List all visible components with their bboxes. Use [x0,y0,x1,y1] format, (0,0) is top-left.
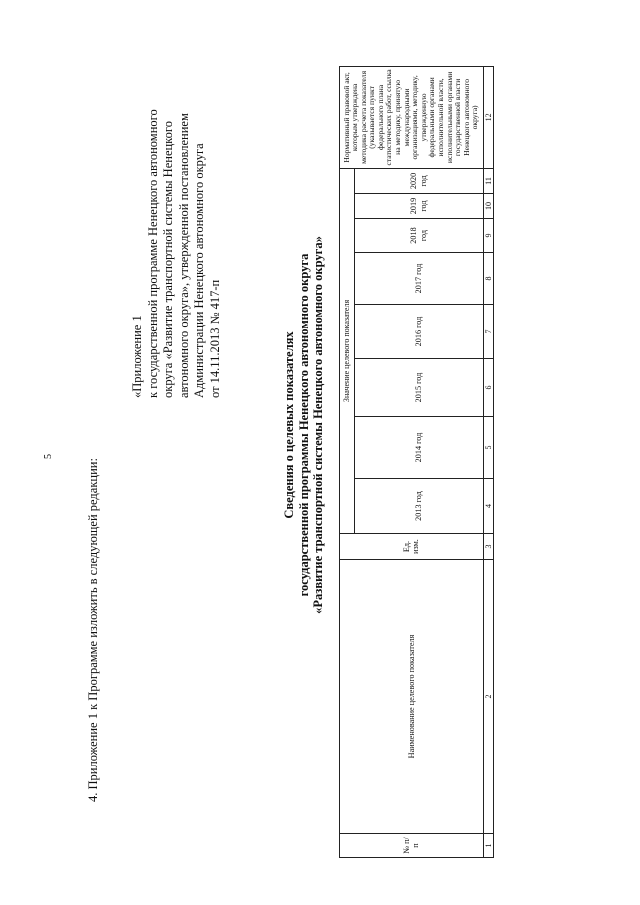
header-year: 2017 год [355,253,484,305]
appendix-line: Администрации Ненецкого автономного округа [192,143,206,398]
document-title [282,65,326,785]
column-numbers-row [483,66,494,857]
appendix-line: округа «Развитие транспортной системы Ненецкого [161,121,175,398]
intro-text: 4. Приложение 1 к Программе изложить в следующей редакции: [86,458,100,802]
header-year: 2015 год [355,359,484,417]
header-year: 2018 год [355,219,484,253]
title-line: Сведения о целевых показателях [282,331,296,519]
column-number: 6 [483,359,494,417]
column-number: 11 [483,168,494,193]
column-number: 7 [483,305,494,359]
header-number: № п/п [340,834,484,858]
column-number: 8 [483,253,494,305]
title-line: государственной программы Ненецкого автономного округа [296,253,311,597]
header-year: 2016 год [355,305,484,359]
target-indicators-table [339,66,494,858]
column-number: 3 [483,534,494,560]
appendix-header [130,58,223,398]
header-normative-act: Нормативный правовой акт, которым утверждена методика расчета показателя (указывается пункт федерального плана статистических работ, ссылка на методику, принятую международными организациями, методику, утвержденную федеральными органами исполнительной власти, исполнительными органами государственной власти Ненецкого автономного округа) [340,66,484,168]
appendix-line: к государственной программе Ненецкого автономного [145,109,160,398]
column-number: 10 [483,194,494,219]
header-indicator-name: Наименование целевого показателя [340,560,484,834]
column-number: 5 [483,417,494,479]
header-value-group: Значение целевого показателя [340,168,355,533]
appendix-line: «Приложение 1 [130,315,144,398]
title-line: «Развитие транспортной системы Ненецкого автономного округа» [311,236,325,614]
column-number: 2 [483,560,494,834]
table-header-row [340,66,355,857]
header-year: 2019 год [355,194,484,219]
header-year: 2013 год [355,479,484,534]
column-number: 1 [483,834,494,858]
column-number: 9 [483,219,494,253]
appendix-line: автономного округа», утвержденной постановлением [176,113,191,398]
header-year: 2020 год [355,168,484,193]
header-unit: Ед. изм. [340,534,484,560]
column-number: 12 [483,66,494,168]
column-number: 4 [483,479,494,534]
header-year: 2014 год [355,417,484,479]
appendix-line: от 14.11.2013 № 417-п [207,279,222,398]
page-number: 5 [43,454,54,459]
